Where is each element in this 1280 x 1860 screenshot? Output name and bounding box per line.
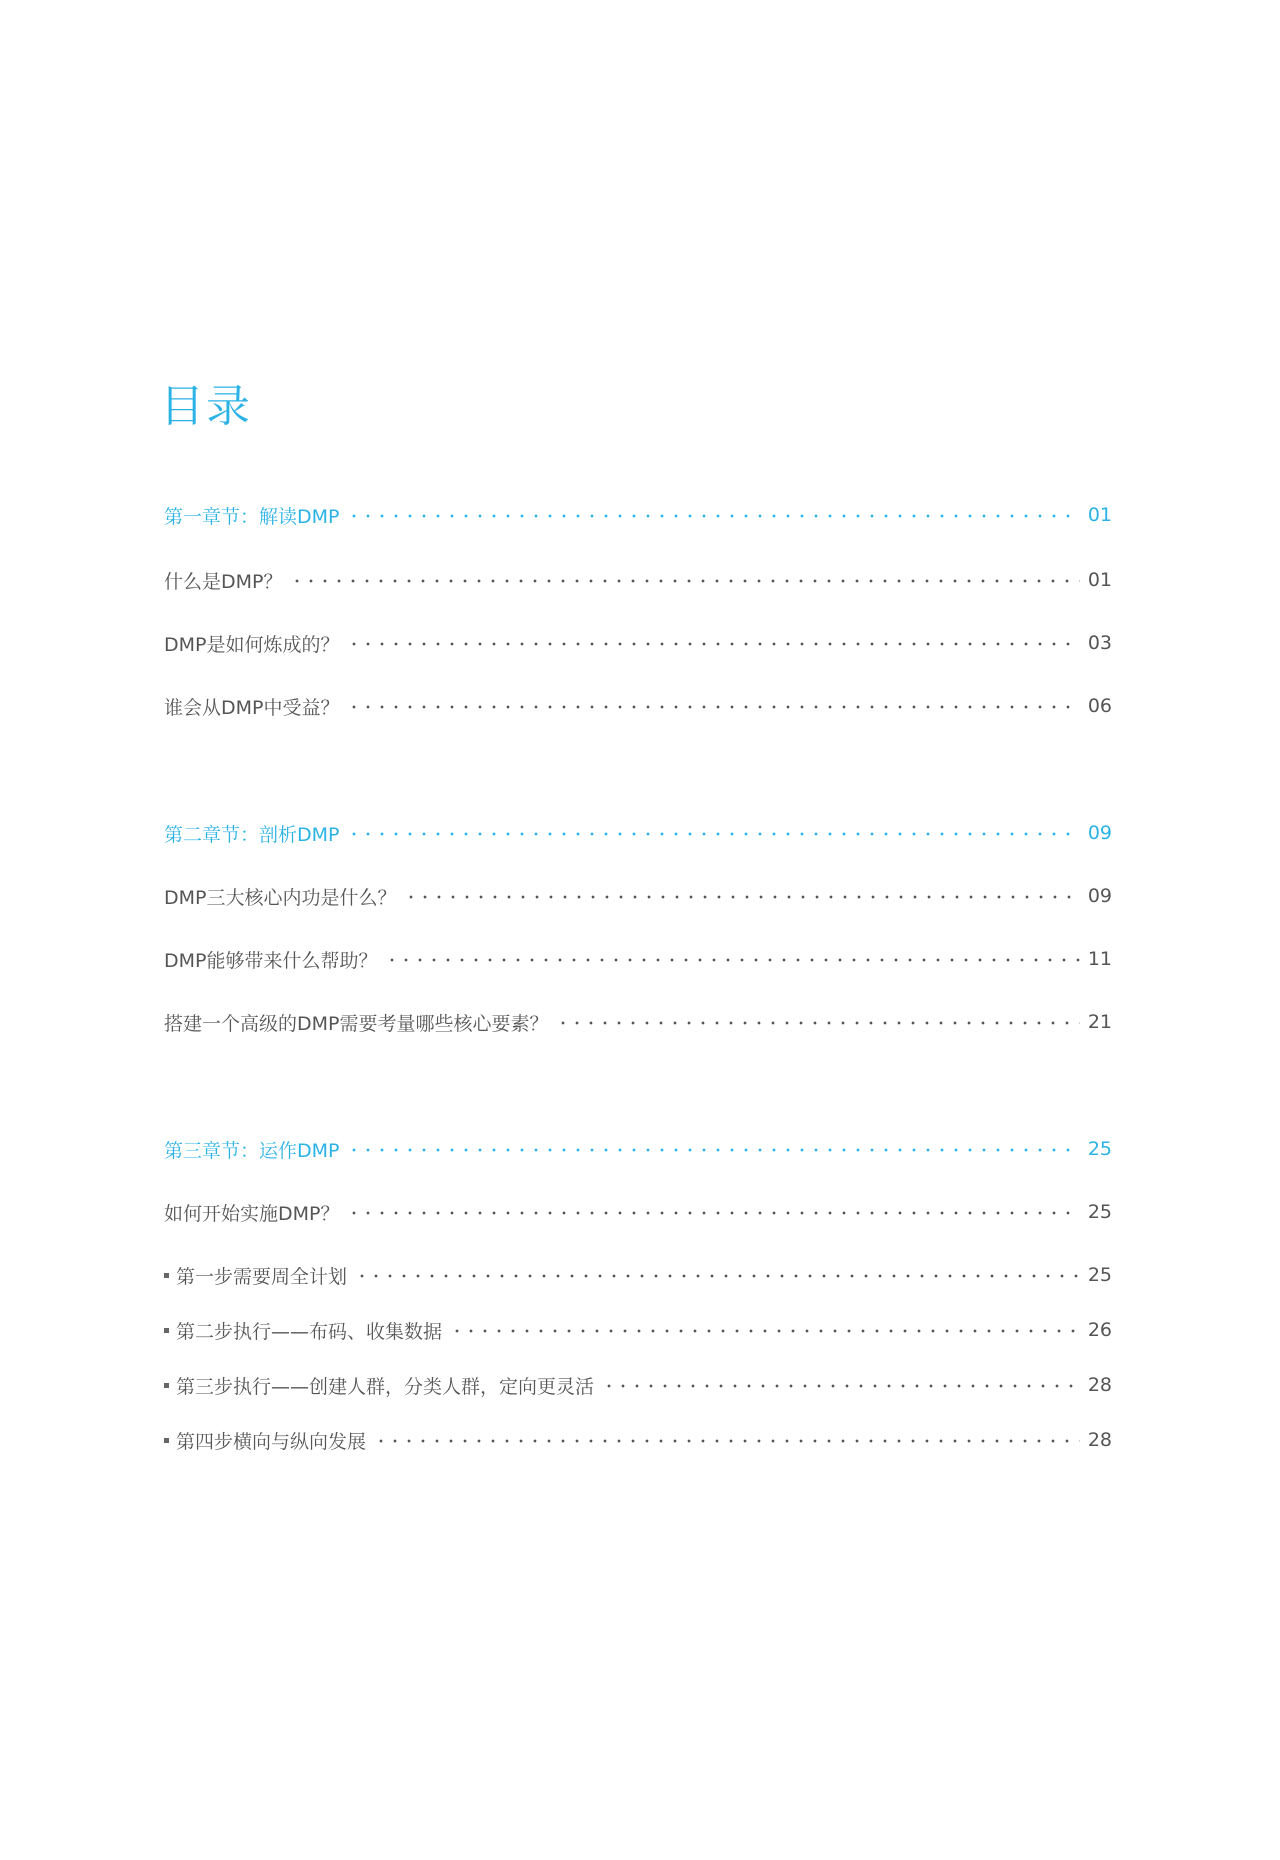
bullet-icon <box>164 1438 169 1443</box>
dot-leader <box>347 705 1079 709</box>
dot-leader <box>347 642 1079 646</box>
bullet-icon <box>164 1328 169 1333</box>
toc-entry[interactable] <box>164 691 1112 721</box>
toc-entry[interactable] <box>164 1007 1112 1037</box>
toc-label: 第三步执行——创建人群，分类人群，定向更灵活 <box>176 1375 595 1398</box>
toc-entry[interactable] <box>164 881 1112 911</box>
toc-page-number: 25 <box>1087 1264 1112 1286</box>
dot-leader <box>556 1021 1079 1025</box>
toc-page-number: 09 <box>1087 885 1112 907</box>
toc-subentry[interactable] <box>164 1260 1112 1290</box>
toc-subentry[interactable] <box>164 1315 1112 1345</box>
toc-page-number: 09 <box>1087 822 1112 844</box>
toc-label: 搭建一个高级的DMP需要考量哪些核心要素？ <box>164 1012 549 1035</box>
dot-leader <box>404 895 1079 899</box>
toc-entry[interactable] <box>164 1197 1112 1227</box>
toc-page-number: 21 <box>1087 1011 1112 1033</box>
toc-label: 第四步横向与纵向发展 <box>176 1430 367 1453</box>
dot-leader <box>385 958 1079 962</box>
bullet-icon <box>164 1383 169 1388</box>
dot-leader <box>290 579 1079 583</box>
toc-subentry[interactable] <box>164 1370 1112 1400</box>
toc-entry[interactable] <box>164 565 1112 595</box>
toc-page-number: 25 <box>1087 1138 1112 1160</box>
toc-page-number: 01 <box>1087 504 1112 526</box>
toc-entry[interactable] <box>164 944 1112 974</box>
toc-page-number: 28 <box>1087 1429 1112 1451</box>
toc-chapter-3[interactable] <box>164 1134 1112 1164</box>
toc-label: DMP能够带来什么帮助？ <box>164 949 378 972</box>
toc-label: 第一章节：解读DMP <box>164 505 340 528</box>
toc-label: 谁会从DMP中受益？ <box>164 696 340 719</box>
toc-label: 第一步需要周全计划 <box>176 1265 348 1288</box>
toc-entry[interactable] <box>164 628 1112 658</box>
toc-page-number: 06 <box>1087 695 1112 717</box>
toc-chapter-2[interactable] <box>164 818 1112 848</box>
toc-label: 第三章节：运作DMP <box>164 1139 340 1162</box>
bullet-icon <box>164 1273 169 1278</box>
toc-subentry[interactable] <box>164 1425 1112 1455</box>
dot-leader <box>450 1329 1080 1333</box>
toc-page-number: 01 <box>1087 569 1112 591</box>
toc-label: 什么是DMP？ <box>164 570 283 593</box>
toc-label: DMP是如何炼成的？ <box>164 633 340 656</box>
toc-label: 如何开始实施DMP？ <box>164 1202 340 1225</box>
page-title: 目录 <box>160 381 252 433</box>
toc-label: DMP三大核心内功是什么？ <box>164 886 397 909</box>
toc-label: 第二步执行——布码、收集数据 <box>176 1320 443 1343</box>
toc-page-number: 25 <box>1087 1201 1112 1223</box>
dot-leader <box>374 1439 1080 1443</box>
toc-page-number: 11 <box>1087 948 1112 970</box>
dot-leader <box>347 832 1079 836</box>
toc-page-number: 28 <box>1087 1374 1112 1396</box>
dot-leader <box>602 1384 1080 1388</box>
toc-page-number: 03 <box>1087 632 1112 654</box>
toc-label: 第二章节：剖析DMP <box>164 823 340 846</box>
toc-page-number: 26 <box>1087 1319 1112 1341</box>
dot-leader <box>347 514 1079 518</box>
dot-leader <box>347 1211 1079 1215</box>
toc-chapter-1[interactable] <box>164 500 1112 530</box>
dot-leader <box>355 1274 1080 1278</box>
dot-leader <box>347 1148 1079 1152</box>
